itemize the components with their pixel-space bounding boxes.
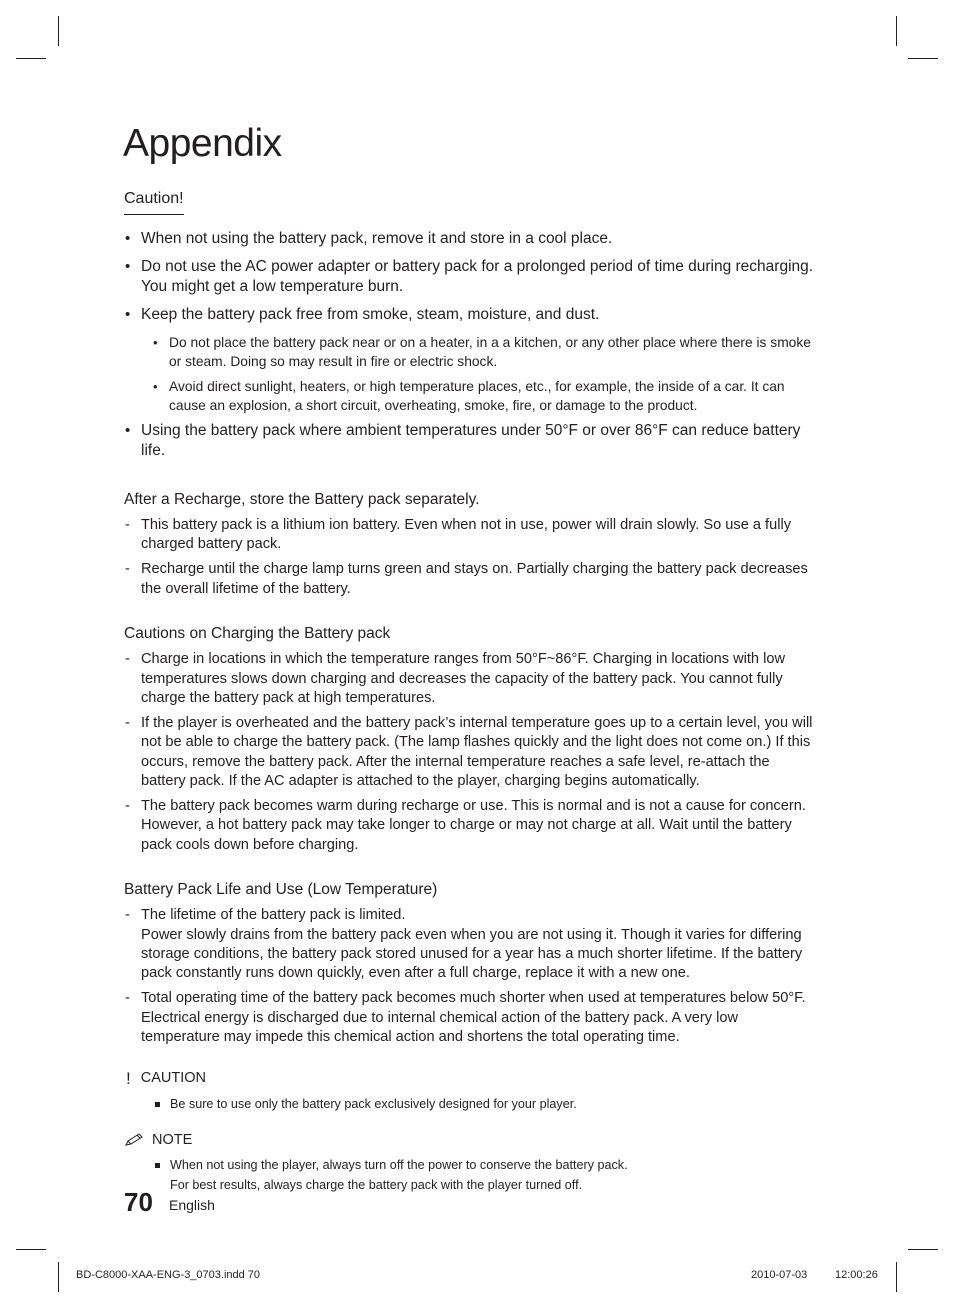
list-item: - Charge in locations in which the temperature ranges from 50°F~86°F. Charging in locations with low temperatures slows down charging and decreases the capacity of the battery pack. You cannot fully charge the battery pack at high temperatures. [124,650,814,708]
list-item-line: Power slowly drains from the battery pack even when you are not using it. Though it varies for differing storage conditions, the battery pack stored unused for a year has a much shorter lifetime. If the battery pack constantly runs down quickly, even after a full charge, replace it with a new one. [141,926,803,982]
crop-mark [908,1249,938,1250]
list-item: - Total operating time of the battery pack becomes much shorter when used at temperatures below 50°F. Electrical energy is discharged due to internal chemical action of the battery pack. A very low temperature may impede this chemical action and shortens the total operating time. [124,989,814,1047]
section-heading-store: After a Recharge, store the Battery pack separately. [124,491,480,508]
crop-mark [58,16,59,46]
footer-file: BD-C8000-XAA-ENG-3_0703.indd 70 [76,1269,261,1281]
list-item: - Recharge until the charge lamp turns green and stays on. Partially charging the battery pack decreases the overall lifetime of the battery. [124,560,814,599]
crop-mark [896,1262,897,1292]
list-item: - If the player is overheated and the battery pack’s internal temperature goes up to a certain level, you will not be able to charge the battery pack. (The lamp flashes quickly and the light does not come on.) If this occurs, remove the battery pack. After the internal temperature reaches a safe level, re-attach the battery pack. If the AC adapter is attached to the player, charging begins automatically. [124,714,814,792]
note-line: When not using the player, always turn off the power to conserve the battery pack. [170,1158,628,1173]
crop-mark [16,1249,46,1250]
list-item: - The battery pack becomes warm during recharge or use. This is normal and is not a cause for concern. However, a hot battery pack may take longer to charge or may not charge at all. Wait until the battery pack cools down before charging. [124,797,814,855]
footer-date: 2010-07-03 [751,1269,808,1281]
caution-subbullet: • Avoid direct sunlight, heaters, or high temperature places, etc., for example, the inside of a car. It can cause an explosion, a short circuit, overheating, smoke, fire, or damage to the product. [124,377,814,415]
caution-box-item [124,1095,814,1115]
list-item-line: - The lifetime of the battery pack is limited. [141,907,406,924]
note-box-item [124,1156,814,1195]
caution-label: CAUTION [140,1070,206,1087]
crop-mark [908,58,938,59]
crop-mark [58,1262,59,1292]
caution-bullet: • Keep the battery pack free from smoke, steam, moisture, and dust. [124,305,814,325]
section-heading-charging: Cautions on Charging the Battery pack [124,625,391,643]
list-item [124,906,814,984]
section-heading-life: Battery Pack Life and Use (Low Temperature) [124,881,438,899]
main-content [124,190,814,1195]
page-language: English [169,1197,215,1213]
list-item: - This battery pack is a lithium ion battery. Even when not in use, power will drain slowly. So use a fully charged battery pack. [124,516,814,555]
caution-box-heading [124,1070,814,1087]
note-box-heading [124,1132,814,1148]
exclamation-icon: ! [126,1068,131,1088]
caution-subbullet: • Do not place the battery pack near or on a heater, in a a kitchen, or any other place where there is smoke or steam. Doing so may result in fire or electric shock. [124,333,814,371]
note-label: NOTE [152,1132,193,1149]
note-line: For best results, always charge the battery pack with the player turned off. [170,1177,583,1192]
footer-time: 12:00:26 [835,1269,878,1281]
crop-mark [16,58,46,59]
crop-mark [896,16,897,46]
caution-heading: Caution! [124,190,184,215]
caution-bullet: • Do not use the AC power adapter or battery pack for a prolonged period of time during recharging. You might get a low temperature burn. [124,257,814,297]
caution-bullet: • Using the battery pack where ambient temperatures under 50°F or over 86°F can reduce battery life. [124,421,814,461]
pencil-icon [124,1133,144,1147]
caution-bullet: • When not using the battery pack, remove it and store in a cool place. [124,229,814,249]
caution-box-text: Be sure to use only the battery pack exclusively designed for your player. [170,1096,577,1111]
page-title: Appendix [123,122,282,165]
page-number: 70 [124,1187,153,1217]
